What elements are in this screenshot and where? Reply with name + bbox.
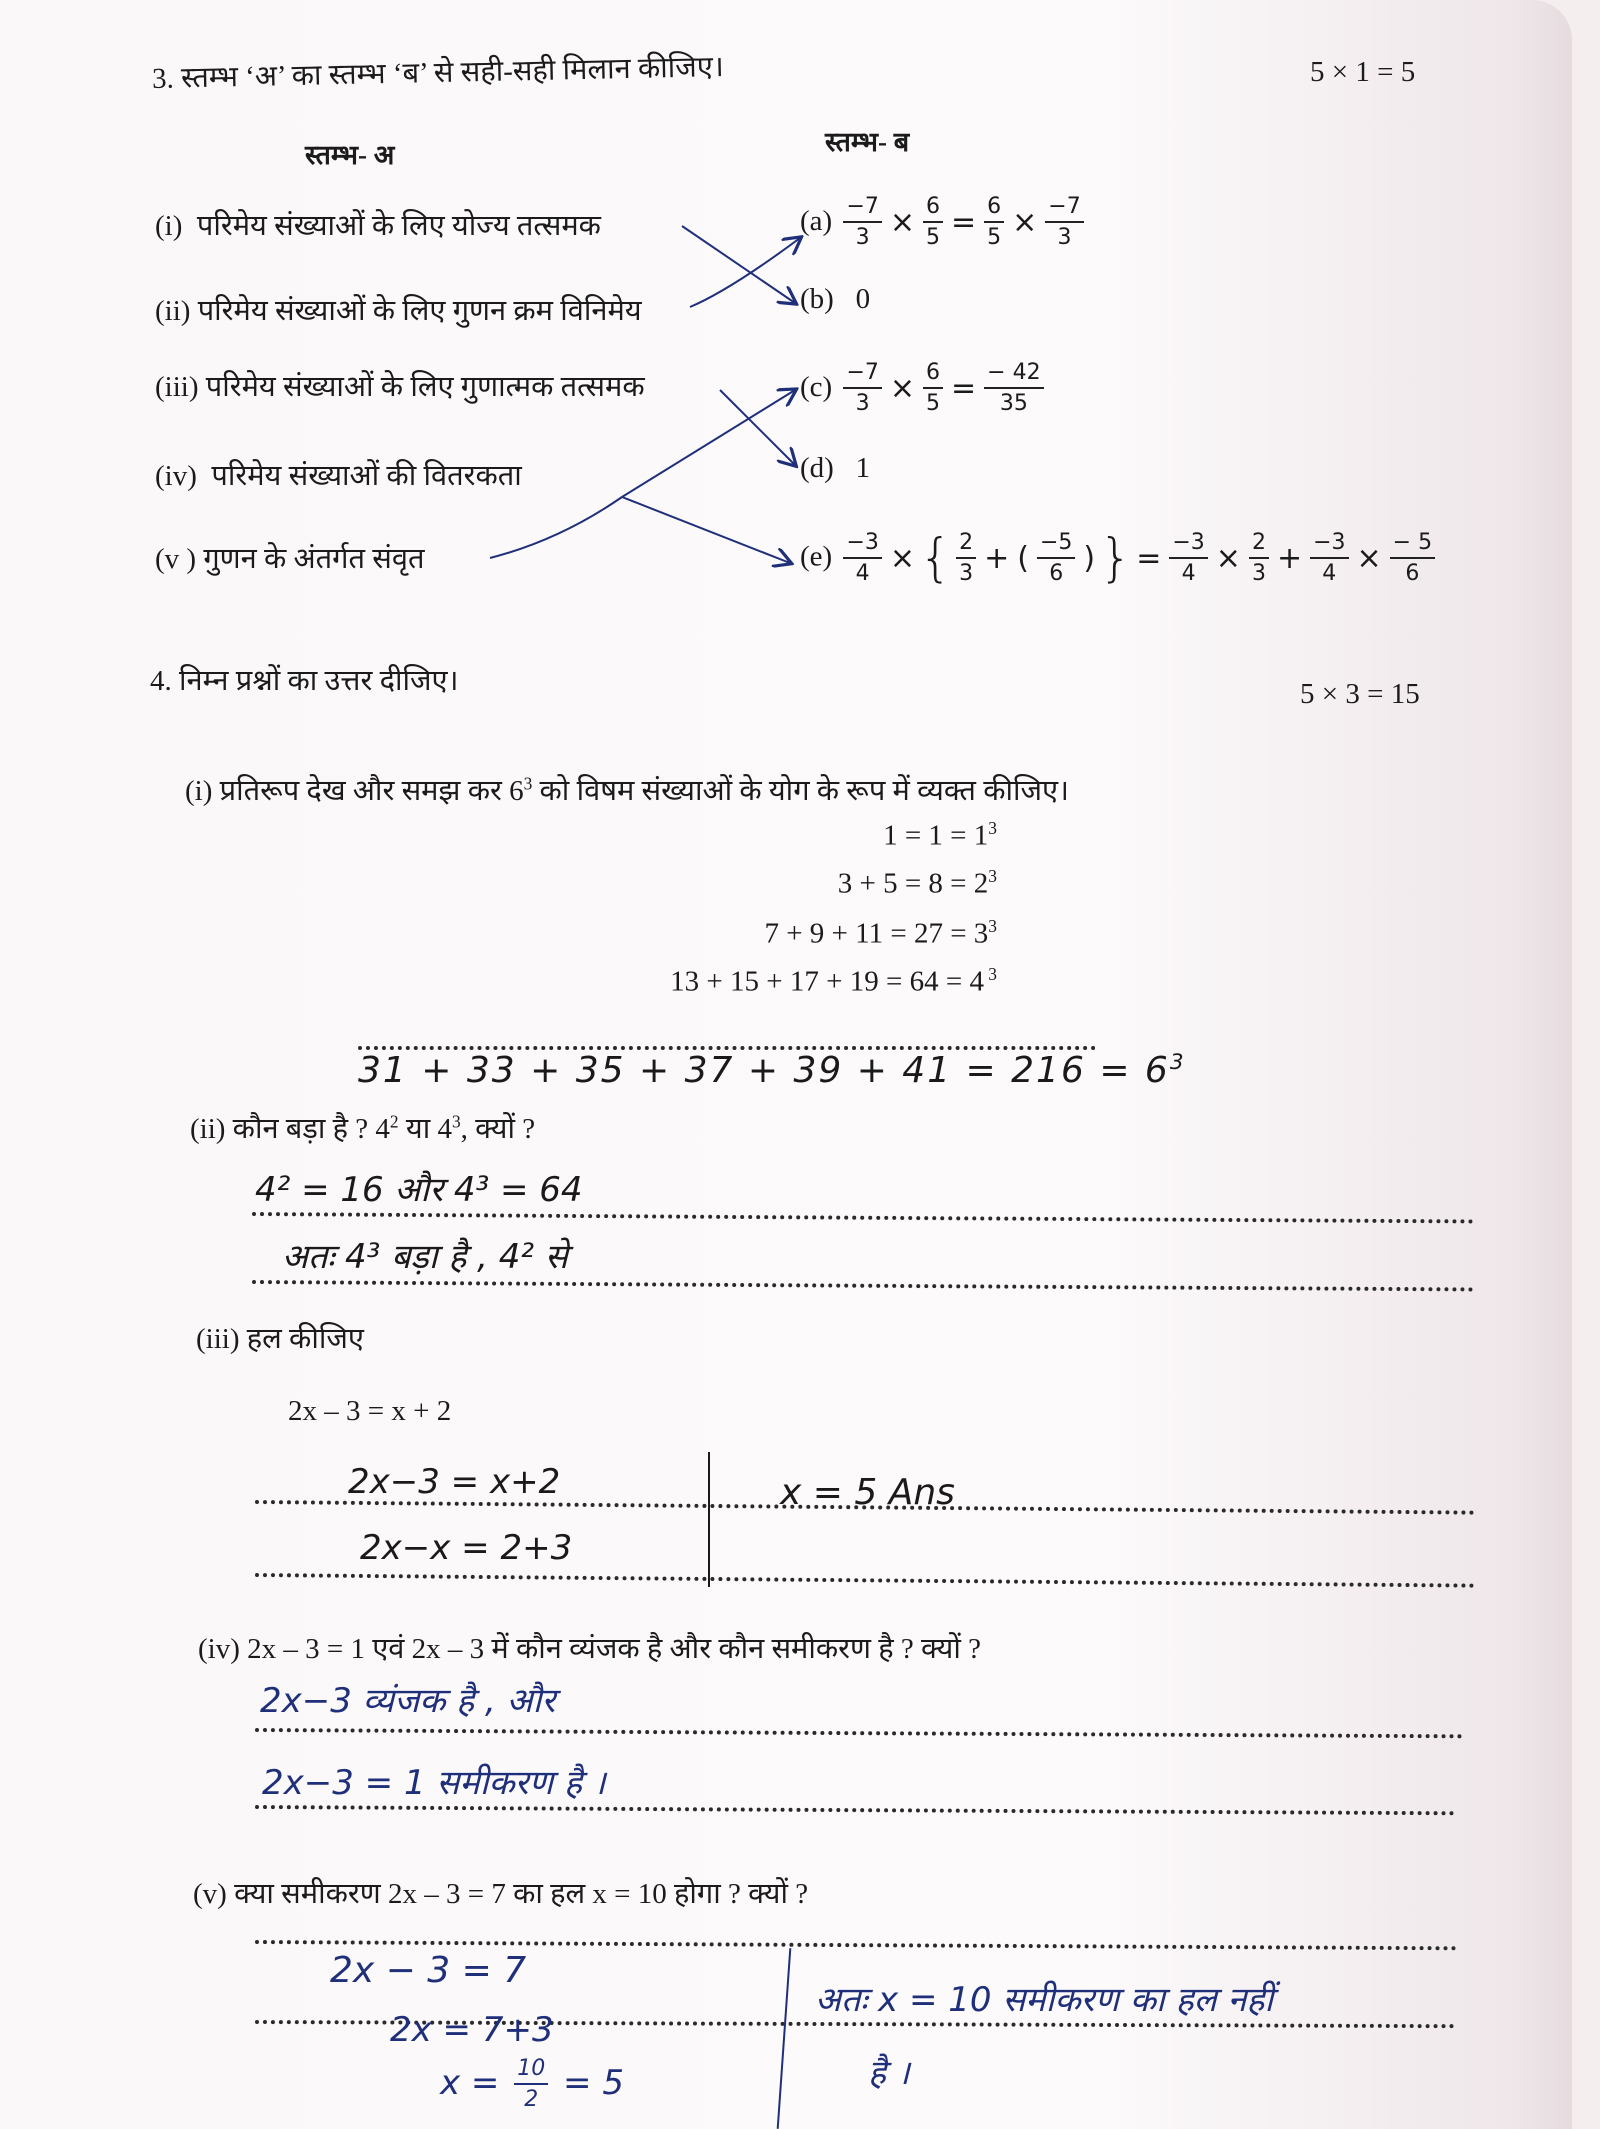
column-a-header: स्तम्भ- अ	[305, 140, 395, 170]
q4-iii-equation: 2x – 3 = x + 2	[288, 1395, 452, 1427]
q4-v-work-line-2: 2x = 7+3	[390, 2010, 554, 2050]
item-text: परिमेय संख्याओं के लिए योज्य तत्समक	[196, 210, 601, 242]
q4-i-answer: $31 + 33 + 35 + 37 + 39 + 41 = 216 = 6^3$	[358, 1050, 1186, 1091]
item-label: (d)	[800, 452, 834, 484]
q4-ii-answer-line-2: अतः 4³ बड़ा है , 4² से	[282, 1237, 568, 1277]
q4-iv-question: (iv) 2x – 3 = 1 एवं 2x – 3 में कौन व्यंजक है और कौन समीकरण है ? क्यों ?	[198, 1633, 981, 1665]
item-label: (i)	[155, 210, 183, 242]
item-label: (c)	[800, 371, 833, 403]
q3-title: 3. स्तम्भ ‘अ’ का स्तम्भ ‘ब’ से सही-सही मिलान कीजिए।	[151, 51, 725, 95]
answer-line	[255, 1805, 1455, 1815]
arrow-i-to-b	[682, 226, 795, 303]
item-value: 1	[855, 452, 871, 484]
item-text: परिमेय संख्याओं के लिए गुणात्मक तत्समक	[205, 371, 645, 403]
matching-arrows	[0, 0, 1600, 700]
q4-ii-answer-line-1: 4² = 16 और 4³ = 64	[255, 1170, 583, 1210]
pattern-row-1: $1 = 1 = 1^3$	[883, 818, 997, 852]
expression: $\frac{-7}{3}$ × $\frac{6}{5}$ = $\frac{- 42}{35}$	[839, 373, 1047, 403]
q4-v-conclusion-line-2: है ।	[868, 2053, 910, 2093]
q4-title: 4. निम्न प्रश्नों का उत्तर दीजिए।	[150, 665, 459, 697]
q4-ii-question: (ii) कौन बड़ा है ? $4^2$ या $4^3$, क्यों ?	[190, 1111, 536, 1145]
pattern-row-3: $7 + 9 + 11 = 27 = 3^3$	[764, 916, 997, 950]
q4-v-work-line-1: 2x − 3 = 7	[330, 1950, 527, 1991]
q4-v-work-line-3: x = $\frac{10}{2}$ = 5	[440, 2056, 624, 2112]
q4-iii-work-line-1: 2x−3 = x+2	[348, 1462, 561, 1502]
q4-iv-answer-line-2: 2x−3 = 1 समीकरण है ।	[262, 1763, 606, 1803]
q4-iv-answer-line-1: 2x−3 व्यंजक है , और	[260, 1681, 556, 1721]
q4-v-question: (v) क्या समीकरण 2x – 3 = 7 का हल x = 10 होगा ? क्यों ?	[193, 1878, 809, 1910]
item-label: (v )	[155, 543, 197, 575]
work-divider	[777, 1948, 792, 2129]
item-label: (b)	[800, 283, 834, 315]
item-text: गुणन के अंतर्गत संवृत	[203, 543, 425, 575]
arrow-v-to-c	[490, 390, 795, 558]
q3-marks: 5 × 1 = 5	[1310, 56, 1416, 88]
item-text: परिमेय संख्याओं के लिए गुणन क्रम विनिमेय	[197, 295, 642, 327]
pattern-row-2: $3 + 5 = 8 = 2^3$	[837, 866, 997, 900]
q4-iii-result: x = 5 Ans	[780, 1472, 955, 1513]
column-b-header: स्तम्भ- ब	[825, 127, 910, 157]
arrow-iii-to-d	[720, 390, 795, 465]
q4-iii-work-line-2: 2x−x = 2+3	[360, 1528, 573, 1568]
answer-line	[252, 1212, 1474, 1223]
q4-v-conclusion-line-1: अतः x = 10 समीकरण का हल नहीं	[815, 1980, 1274, 2020]
answer-line	[255, 1573, 1475, 1588]
q4-marks: 5 × 3 = 15	[1300, 678, 1420, 710]
pattern-row-4: 13 + 15 + 17 + 19 = 64 = 4 $^3$	[670, 964, 997, 998]
q4-i-question: (i) प्रतिरूप देख और समझ कर $6^3$ को विषम संख्याओं के योग के रूप में व्यक्त कीजिए।	[185, 773, 1070, 807]
arrow-ii-to-a	[690, 238, 800, 307]
expression: $\frac{-7}{3}$ × $\frac{6}{5}$ = $\frac{6}{5}$ × $\frac{-7}{3}$	[839, 207, 1087, 237]
expression: $\frac{-3}{4}$ ×{ $\frac{2}{3}$ + ( $\frac{-5}{6}$ )} = $\frac{-3}{4}$ × $\frac{2}{3}$ + $\frac{-3}{4}$ × $\frac{- 5}{6}$	[839, 543, 1439, 573]
arrow-iv-to-e	[622, 497, 790, 563]
work-divider	[708, 1452, 710, 1587]
item-label: (e)	[800, 540, 833, 573]
answer-line	[255, 1940, 1457, 1950]
item-label: (iv)	[155, 460, 197, 492]
answer-line	[255, 1728, 1463, 1738]
answer-line	[252, 1280, 1474, 1291]
q4-iii-question: (iii) हल कीजिए	[196, 1323, 364, 1355]
item-text: परिमेय संख्याओं की वितरकता	[211, 460, 522, 492]
item-value: 0	[855, 283, 871, 315]
item-label: (a)	[800, 205, 833, 237]
item-label: (ii)	[155, 295, 191, 327]
item-label: (iii)	[155, 371, 199, 403]
